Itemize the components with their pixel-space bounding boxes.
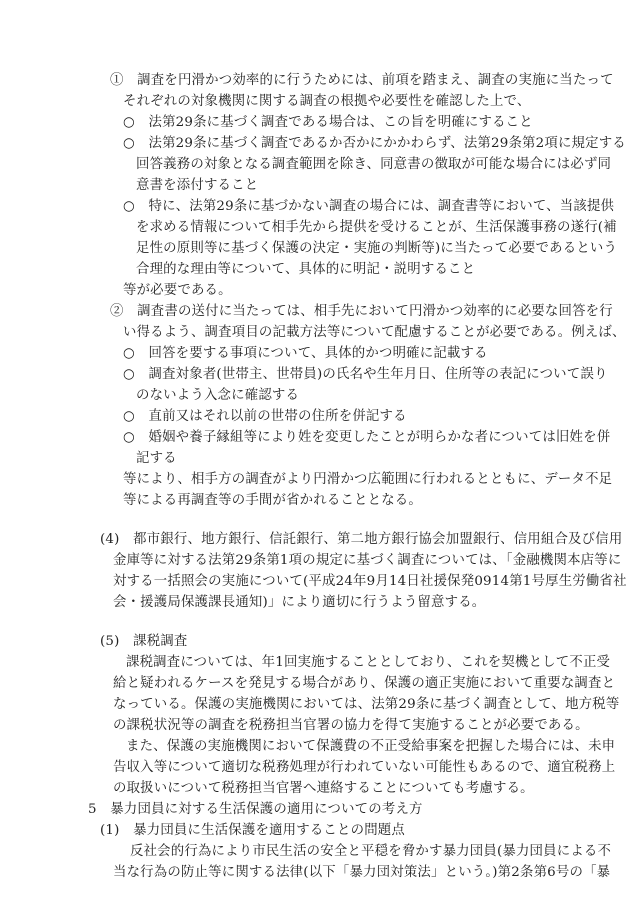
- text-line: 会・援護局保護課長通知)」により適切に行うよう留意する。: [113, 595, 486, 610]
- text-line: 反社会的行為により市民生活の安全と平穏を脅かす暴力団員(暴力団員による不: [130, 844, 612, 859]
- text-line: 当な行為の防止等に関する法律(以下「暴力団対策法」という。)第2条第6号の「暴: [113, 865, 611, 880]
- text-line: 等による再調査等の手間が省かれることとなる。: [123, 493, 422, 508]
- text-line: 等が必要である。: [123, 283, 232, 298]
- text-line: 対する一括照会の実施について(平成24年9月14日社援保発0914第1号厚生労働省社: [113, 574, 627, 589]
- text-line: の課税状況等の調査を税務担当官署の協力を得て実施することが必要である。: [113, 718, 589, 733]
- text-line: ○ 婚姻や養子縁組等により姓を変更したことが明らかな者については旧姓を併: [123, 430, 611, 445]
- text-line: ○ 直前又はそれ以前の世帯の住所を併記する: [123, 409, 407, 424]
- text-line: のないよう入念に確認する: [136, 388, 300, 403]
- text-line: の取扱いについて税務担当官署へ連絡することについても考慮する。: [113, 781, 534, 796]
- text-line: 等により、相手方の調査がより円滑かつ広範囲に行われるとともに、データ不足: [123, 472, 613, 487]
- text-line: それぞれの対象機関に関する調査の根拠や必要性を確認した上で、: [123, 94, 531, 109]
- text-line: ○ 法第29条に基づく調査である場合は、この旨を明確にすること: [123, 115, 533, 130]
- text-line: ○ 法第29条に基づく調査であるか否かにかかわらず、法第29条第2項に規定する: [123, 136, 626, 151]
- text-line: 足性の原則等に基づく保護の決定・実施の判断等)に当たって必要であるという: [136, 241, 618, 256]
- text-line: ① 調査を円滑かつ効率的に行うためには、前項を踏まえ、調査の実施に当たって: [110, 73, 614, 88]
- text-line: を求める情報について相手先から提供を受けることが、生活保護事務の遂行(補: [136, 220, 617, 235]
- text-line: 5 暴力団員に対する生活保護の適用についての考え方: [88, 802, 423, 817]
- text-line: ○ 調査対象者(世帯主、世帯員)の氏名や生年月日、住所等の表記について誤り: [123, 367, 608, 382]
- text-line: ○ 回答を要する事項について、具体的かつ明確に記載する: [123, 346, 488, 361]
- text-line: 記する: [136, 451, 177, 466]
- text-line: 課税調査については、年1回実施することとしており、これを契機として不正受: [126, 655, 611, 670]
- text-line: い得るよう、調査項目の記載方法等について配慮することが必要である。例えば、: [123, 325, 626, 340]
- text-line: (4) 都市銀行、地方銀行、信託銀行、第二地方銀行協会加盟銀行、信用組合及び信用: [100, 532, 623, 547]
- text-line: 告収入等について適切な税務処理が行われていない可能性もあるので、適宜税務上: [113, 760, 616, 775]
- text-line: なっている。保護の実施機関においては、法第29条に基づく調査として、地方税等: [113, 697, 620, 712]
- text-line: 給と疑われるケースを発見する場合があり、保護の適正実施において重要な調査と: [113, 676, 616, 691]
- text-line: 意書を添付すること: [136, 178, 259, 193]
- text-line: ② 調査書の送付に当たっては、相手先において円滑かつ効率的に必要な回答を行: [110, 304, 613, 319]
- text-line: ○ 特に、法第29条に基づかない調査の場合には、調査書等において、当該提供: [123, 199, 615, 214]
- text-line: 合理的な理由等について、具体的に明記・説明すること: [136, 262, 476, 277]
- text-line: (5) 課税調査: [100, 634, 188, 649]
- text-line: (1) 暴力団員に生活保護を適用することの問題点: [100, 823, 405, 838]
- text-line: また、保護の実施機関において保護費の不正受給事案を把握した場合には、未申: [126, 739, 616, 754]
- text-line: 金庫等に対する法第29条第1項の規定に基づく調査については、「金融機関本店等に: [113, 553, 622, 568]
- text-line: 回答義務の対象となる調査範囲を除き、同意書の徴取が可能な場合には必ず同: [136, 157, 612, 172]
